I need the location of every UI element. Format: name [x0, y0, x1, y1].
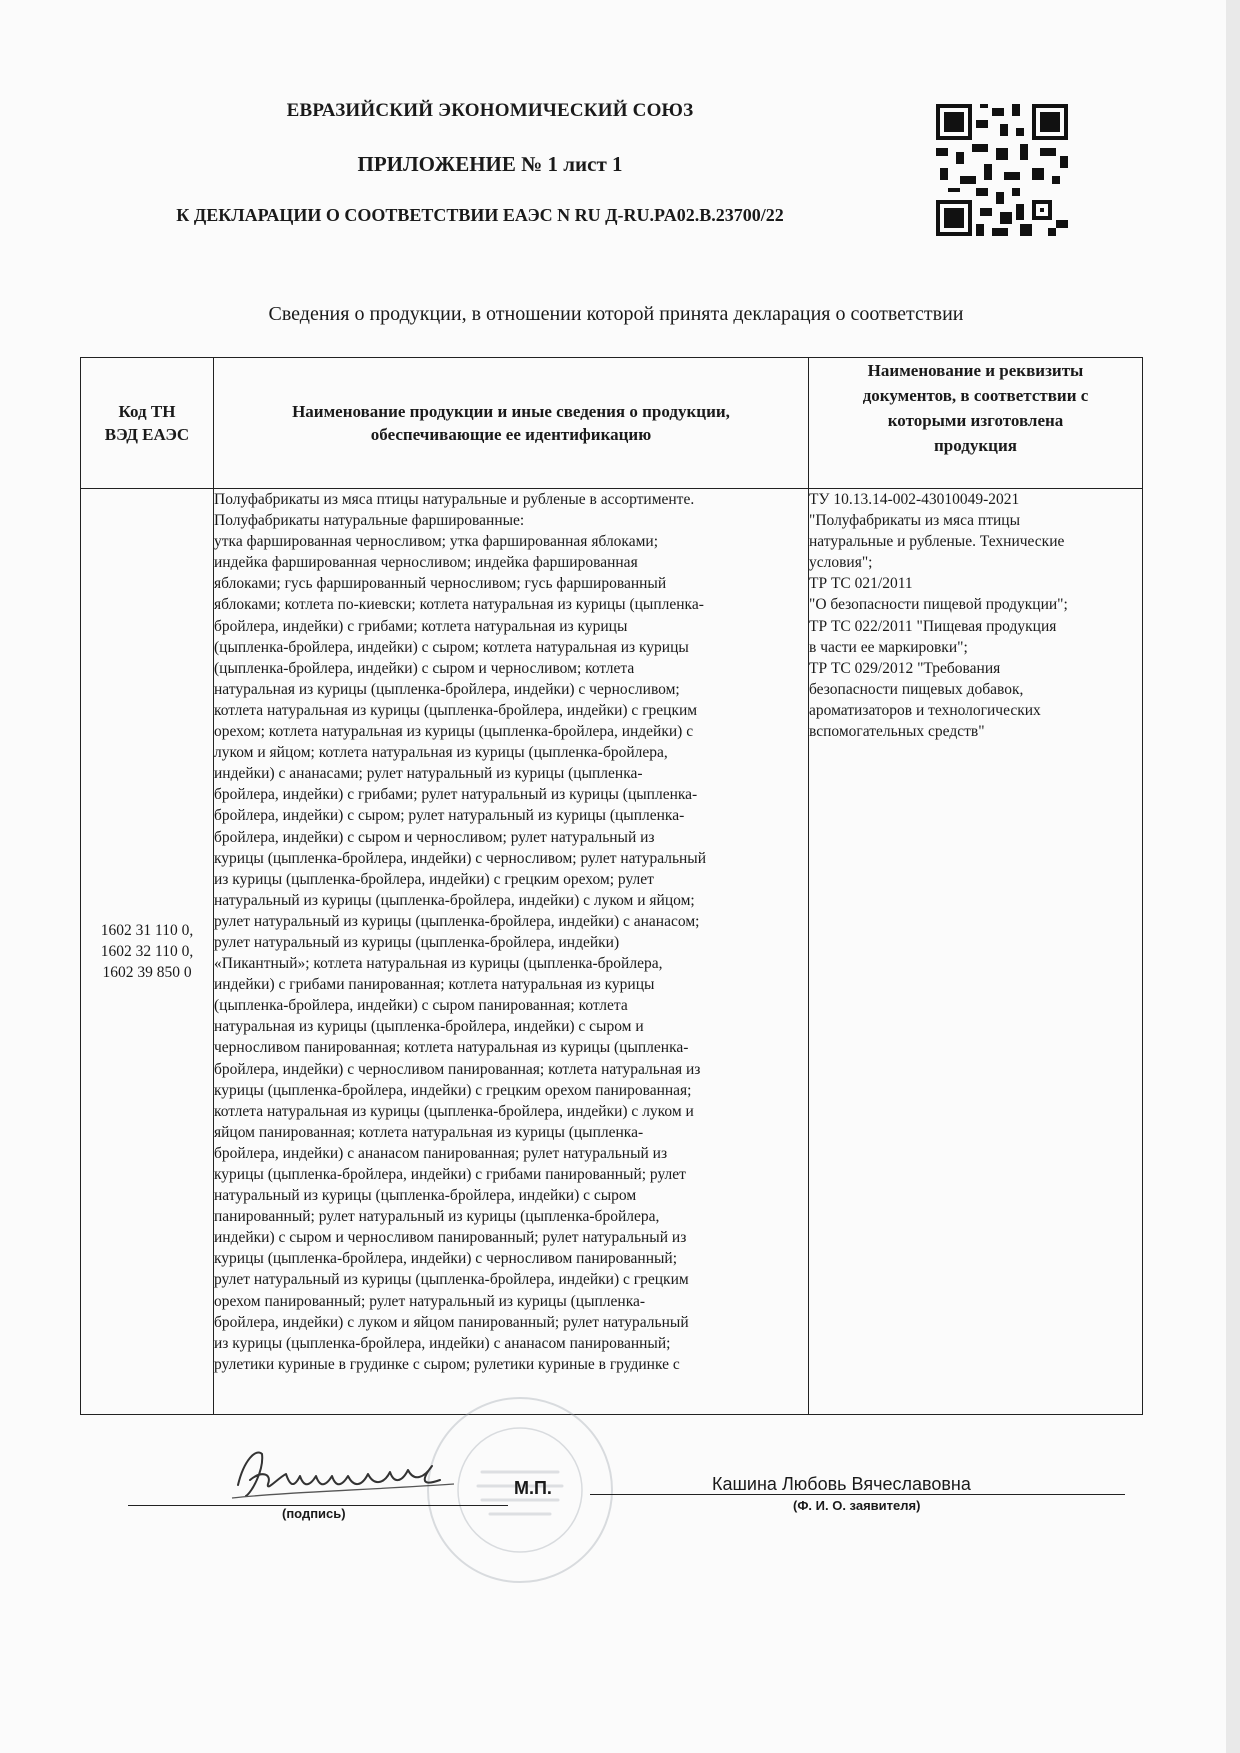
product-description-line: «Пикантный»; котлета натуральная из курицы (цыпленка-бройлера,: [214, 955, 663, 973]
header-docs-line: Наименование и реквизиты: [867, 361, 1084, 380]
document-line: в части ее маркировки";: [809, 638, 968, 656]
product-description-line: Полуфабрикаты из мяса птицы натуральные и рубленые в ассортименте.: [214, 491, 695, 508]
product-description-line: индейки) с грибами панированная; котлета натуральная из курицы: [214, 976, 655, 994]
declaration-number: К ДЕКЛАРАЦИИ О СООТВЕТСТВИИ ЕАЭС N RU Д-RU.PA02.B.23700/22: [176, 205, 784, 225]
cell-product-description: [214, 489, 809, 1415]
header-name-line: Наименование продукции и иные сведения о продукции,: [292, 402, 730, 421]
product-description-line: бройлера, индейки) с сыром; рулет натуральный из курицы (цыпленка-: [214, 807, 685, 825]
header-docs-line: которыми изготовлена: [887, 411, 1064, 430]
organization-title: ЕВРАЗИЙСКИЙ ЭКОНОМИЧЕСКИЙ СОЮЗ: [286, 100, 694, 121]
product-description-line: Полуфабрикаты натуральные фаршированные:: [214, 512, 525, 530]
product-description-line: яйцом панированная; котлета натуральная из курицы (цыпленка-: [214, 1123, 644, 1141]
product-description-line: черносливом панированная; котлета натуральная из курицы (цыпленка-: [214, 1039, 689, 1057]
product-description-line: рулетики куриные в грудинке с сыром; рулетики куриные в грудинке с: [214, 1355, 680, 1373]
cell-codes: [81, 489, 214, 1415]
product-description-line: курицы (цыпленка-бройлера, индейки) с грибами панированный; рулет: [214, 1166, 686, 1183]
product-description-line: натуральная из курицы (цыпленка-бройлера, индейки) с черносливом;: [214, 680, 680, 698]
header-docs-line: продукция: [934, 436, 1017, 455]
product-description-line: бройлера, индейки) с ананасом панированная; рулет натуральный из: [214, 1144, 668, 1162]
header-name-line: обеспечивающие ее идентификацию: [370, 425, 652, 444]
header-product-name: [214, 358, 809, 489]
product-table: [80, 357, 1143, 1415]
product-description-line: утка фаршированная черносливом; утка фаршированная яблоками;: [214, 533, 659, 551]
product-description-line: индейки) с ананасами; рулет натуральный из курицы (цыпленка-: [214, 765, 643, 783]
document-line: натуральные и рубленые. Технические: [809, 533, 1065, 551]
appendix-title: ПРИЛОЖЕНИЕ № 1 лист 1: [357, 152, 623, 176]
tn-code: 1602 39 850 0: [102, 964, 192, 981]
product-description-line: бройлера, индейки) с грибами; рулет натуральный из курицы (цыпленка-: [214, 786, 698, 804]
product-description-line: котлета натуральная из курицы (цыпленка-бройлера, индейки) с грецким: [214, 701, 698, 719]
page-edge-shadow: [1226, 0, 1240, 1753]
product-description-line: рулет натуральный из курицы (цыпленка-бройлера, индейки) с грецким: [214, 1271, 689, 1289]
document-line: ТУ 10.13.14-002-43010049-2021: [809, 491, 1020, 508]
product-description-line: индейка фаршированная черносливом; индейка фаршированная: [214, 554, 638, 572]
document-line: вспомогательных средств": [809, 723, 985, 741]
document-line: безопасности пищевых добавок,: [809, 680, 1024, 698]
document-line: "Полуфабрикаты из мяса птицы: [809, 512, 1020, 530]
product-description-line: орехом; котлета натуральная из курицы (цыпленка-бройлера, индейки) с: [214, 723, 694, 741]
document-line: ТР ТС 029/2012 "Требования: [809, 659, 1001, 677]
product-description-line: (цыпленка-бройлера, индейки) с сыром и черносливом; котлета: [214, 659, 635, 677]
product-description-line: орехом панированный; рулет натуральный из курицы (цыпленка-: [214, 1292, 646, 1310]
tn-code: 1602 32 110 0,: [100, 943, 194, 960]
product-description-line: индейки) с сыром и черносливом панированный; рулет натуральный из: [214, 1229, 687, 1247]
document-line: ТР ТС 021/2011: [809, 575, 913, 593]
product-description-line: (цыпленка-бройлера, индейки) с сыром; котлета натуральная из курицы: [214, 638, 689, 656]
product-description-line: натуральный из курицы (цыпленка-бройлера, индейки) с сыром: [214, 1187, 637, 1205]
product-description-line: рулет натуральный из курицы (цыпленка-бройлера, индейки): [214, 933, 620, 951]
product-description-line: из курицы (цыпленка-бройлера, индейки) с ананасом панированный;: [214, 1334, 671, 1352]
product-description-line: котлета натуральная из курицы (цыпленка-бройлера, индейки) с луком и: [214, 1102, 694, 1120]
table-row: [81, 489, 1143, 1415]
product-description-line: натуральная из курицы (цыпленка-бройлера, индейки) с сыром и: [214, 1018, 644, 1036]
product-description-line: яблоками; котлета по-киевски; котлета натуральная из курицы (цыпленка-: [214, 596, 704, 614]
product-description-line: панированный; рулет натуральный из курицы (цыпленка-бройлера,: [214, 1208, 660, 1226]
document-line: ТР ТС 022/2011 "Пищевая продукция: [809, 617, 1057, 635]
product-description-line: рулет натуральный из курицы (цыпленка-бройлера, индейки) с ананасом;: [214, 912, 700, 930]
product-description-line: бройлера, индейки) с грибами; котлета натуральная из курицы: [214, 617, 628, 635]
product-description-line: бройлера, индейки) с сыром и черносливом; рулет натуральный из: [214, 828, 655, 846]
header-code-line: Код ТН: [118, 402, 176, 421]
applicant-name-caption: (Ф. И. О. заявителя): [793, 1498, 921, 1513]
product-description-line: яблоками; гусь фаршированный черносливом; гусь фаршированный: [214, 575, 667, 593]
product-description-line: бройлера, индейки) с луком и яйцом панированный; рулет натуральный: [214, 1313, 689, 1331]
applicant-name: Кашина Любовь Вячеславовна: [712, 1474, 971, 1494]
product-description-line: (цыпленка-бройлера, индейки) с сыром панированная; котлета: [214, 997, 628, 1015]
cell-documents: [809, 489, 1143, 1415]
header-code: [81, 358, 214, 489]
product-description-line: курицы (цыпленка-бройлера, индейки) с черносливом панированный;: [214, 1250, 678, 1268]
document-line: условия";: [809, 554, 873, 572]
table-header-row: [81, 358, 1143, 489]
qr-code-icon: [936, 104, 1068, 236]
product-description-line: курицы (цыпленка-бройлера, индейки) с грецким орехом панированная;: [214, 1081, 692, 1099]
product-description-line: луком и яйцом; котлета натуральная из курицы (цыпленка-бройлера,: [214, 744, 668, 762]
seal-place-label: М.П.: [514, 1478, 552, 1498]
product-description-line: бройлера, индейки) с черносливом панированная; котлета натуральная из: [214, 1060, 701, 1078]
subtitle: Сведения о продукции, в отношении которой принята декларация о соответствии: [268, 303, 964, 325]
signature-caption: (подпись): [282, 1506, 346, 1521]
product-description-line: натуральный из курицы (цыпленка-бройлера, индейки) с луком и яйцом;: [214, 891, 695, 909]
tn-code: 1602 31 110 0,: [100, 922, 194, 939]
document-line: "О безопасности пищевой продукции";: [809, 596, 1068, 614]
header-documents: [809, 358, 1143, 489]
header-code-line: ВЭД ЕАЭС: [104, 425, 190, 444]
document-line: ароматизаторов и технологических: [809, 701, 1041, 719]
header-docs-line: документов, в соответствии с: [862, 386, 1089, 405]
product-description-line: курицы (цыпленка-бройлера, индейки) с черносливом; рулет натуральный: [214, 849, 707, 867]
signature-icon: [228, 1440, 458, 1510]
product-description-line: из курицы (цыпленка-бройлера, индейки) с грецким орехом; рулет: [214, 870, 654, 888]
